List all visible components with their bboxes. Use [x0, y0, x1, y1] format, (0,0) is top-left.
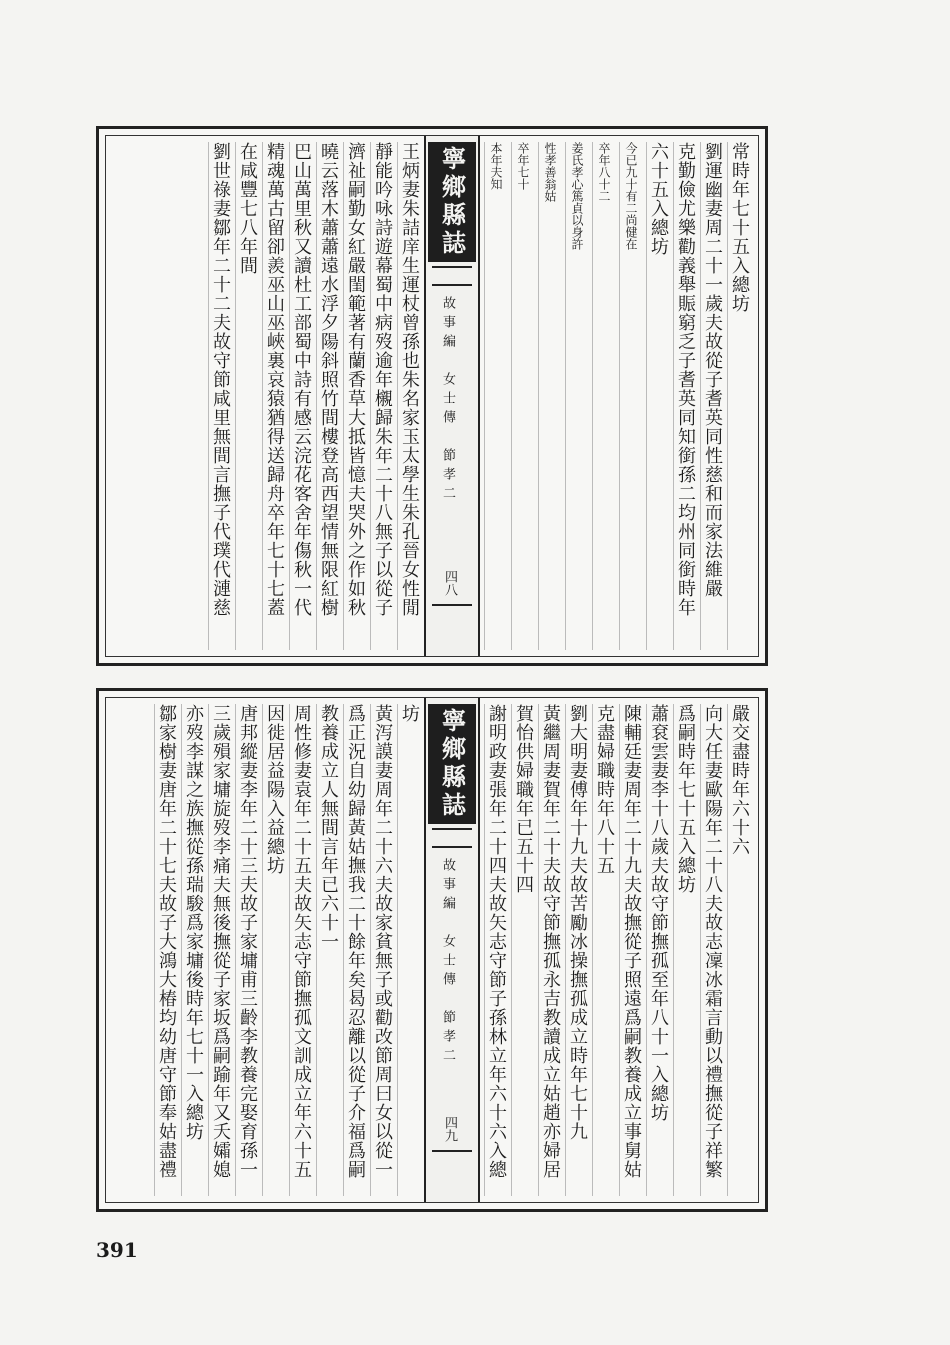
text-column: 精魂萬古留卻羨巫山巫峽裏哀猿猶得送歸舟卒年七十七蓋 [262, 142, 285, 650]
text-column: 性孝善翁姑 [538, 142, 561, 650]
text-column: 因徙居益陽入益總坊 [262, 704, 285, 1196]
text-column: 向大任妻歐陽年二十八夫故志凜冰霜言動以禮撫從子祥繁 [700, 704, 723, 1196]
top-left-text [112, 142, 422, 650]
book-title: 寧鄉縣誌 [428, 704, 476, 824]
fish-tail-mark-bottom [432, 1150, 472, 1162]
text-column: 黃繼周妻賀年二十夫故守節撫孤永吉教讀成立姑趙亦婦居 [538, 704, 561, 1196]
text-column: 劉運幽妻周二十一歲夫故從子耆英同性慈和而家法維嚴 [700, 142, 723, 650]
text-column: 克盡婦職時年八十五 [592, 704, 615, 1196]
text-column: 陳輔廷妻周年二十九夫故撫從子照遠爲嗣教養成立事舅姑 [619, 704, 642, 1196]
text-column: 周性修妻袁年二十五夫故矢志守節撫孤文訓成立年六十五 [289, 704, 312, 1196]
center-spine [424, 698, 480, 1202]
scan-page-number: 391 [96, 1238, 138, 1262]
text-column: 六十五入總坊 [646, 142, 669, 650]
text-column: 唐邦縱妻李年二十三夫故子家墉甫三齡李教養完娶育孫一 [235, 704, 258, 1196]
text-column: 卒年八十二 [592, 142, 615, 650]
bottom-page [96, 688, 768, 1212]
text-column: 靜能吟咏詩遊幕蜀中病歿逾年櫬歸朱年二十八無子以從子 [370, 142, 393, 650]
top-right-text [478, 142, 752, 650]
text-column: 克勤儉尤樂勸義舉賑窮乏子耆英同知銜孫二均州同銜時年 [673, 142, 696, 650]
text-column: 鄒家樹妻唐年二十七夫故子大鴻大椿均幼唐守節奉姑盡禮 [154, 704, 177, 1196]
text-column: 姜氏孝心篤貞以身許 [565, 142, 588, 650]
center-spine [424, 136, 480, 656]
leaf-number: 四九 [442, 1116, 457, 1142]
text-column: 卒年七十 [511, 142, 534, 650]
text-column: 黃泻謨妻周年二十六夫故家貧無子或勸改節周曰女以從一 [370, 704, 393, 1196]
text-column: 王炳妻朱詰庠生運杖曾孫也朱名家玉太學生朱孔晉女性閒 [397, 142, 420, 650]
top-page [96, 126, 768, 666]
text-column: 亦歿李謀之族撫從孫瑞駿爲家墉後時年七十一入總坊 [181, 704, 204, 1196]
bottom-page-frame [105, 697, 759, 1203]
text-column: 巴山萬里秋又讀杜工部蜀中詩有感云浣花客舍年傷秋一代 [289, 142, 312, 650]
text-column: 常時年七十五入總坊 [727, 142, 750, 650]
text-column: 蕭袞雲妻李十八歲夫故守節撫孤至年八十一入總坊 [646, 704, 669, 1196]
fish-tail-mark-bottom [432, 604, 472, 616]
text-column: 曉云落木蕭蕭遠水浮夕陽斜照竹間樓登高西望情無限紅樹 [316, 142, 339, 650]
text-column: 謝明政妻張年二十四夫故矢志守節子孫林立年六十六入總 [484, 704, 507, 1196]
text-column: 三歲殞家墉旋歿李痛夫無後撫從子家坂爲嗣踰年又夭孀媳 [208, 704, 231, 1196]
text-column: 嚴交盡時年六十六 [727, 704, 750, 1196]
section-title: 故事編 女士傳 節孝二 [440, 296, 455, 505]
text-column: 賀怡供婦職年已五十四 [511, 704, 534, 1196]
text-column: 坊 [397, 704, 420, 1196]
text-column: 劉世祿妻鄒年二十二夫故守節咸里無間言撫子代璞代漣慈 [208, 142, 231, 650]
text-column: 劉大明妻傅年十九夫故苦勵冰操撫孤成立時年七十九 [565, 704, 588, 1196]
text-column: 爲嗣時年七十五入總坊 [673, 704, 696, 1196]
text-column: 教養成立人無間言年已六十一 [316, 704, 339, 1196]
bottom-right-text [478, 704, 752, 1196]
text-column: 本年夫知 [484, 142, 507, 650]
top-page-frame [105, 135, 759, 657]
text-column: 濟祉嗣勤女紅嚴閨範著有蘭香草大抵皆憶夫哭外之作如秋 [343, 142, 366, 650]
bottom-left-text [112, 704, 422, 1196]
section-title: 故事編 女士傳 節孝二 [440, 858, 455, 1067]
text-column: 今已九十有二尚健在 [619, 142, 642, 650]
book-title: 寧鄉縣誌 [428, 142, 476, 262]
leaf-number: 四八 [442, 570, 457, 596]
text-column: 爲正況自幼歸黃姑撫我二十餘年矣曷忍離以從子介福爲嗣 [343, 704, 366, 1196]
fish-tail-mark [432, 828, 472, 848]
text-column: 在咸豐七八年間 [235, 142, 258, 650]
fish-tail-mark [432, 266, 472, 286]
